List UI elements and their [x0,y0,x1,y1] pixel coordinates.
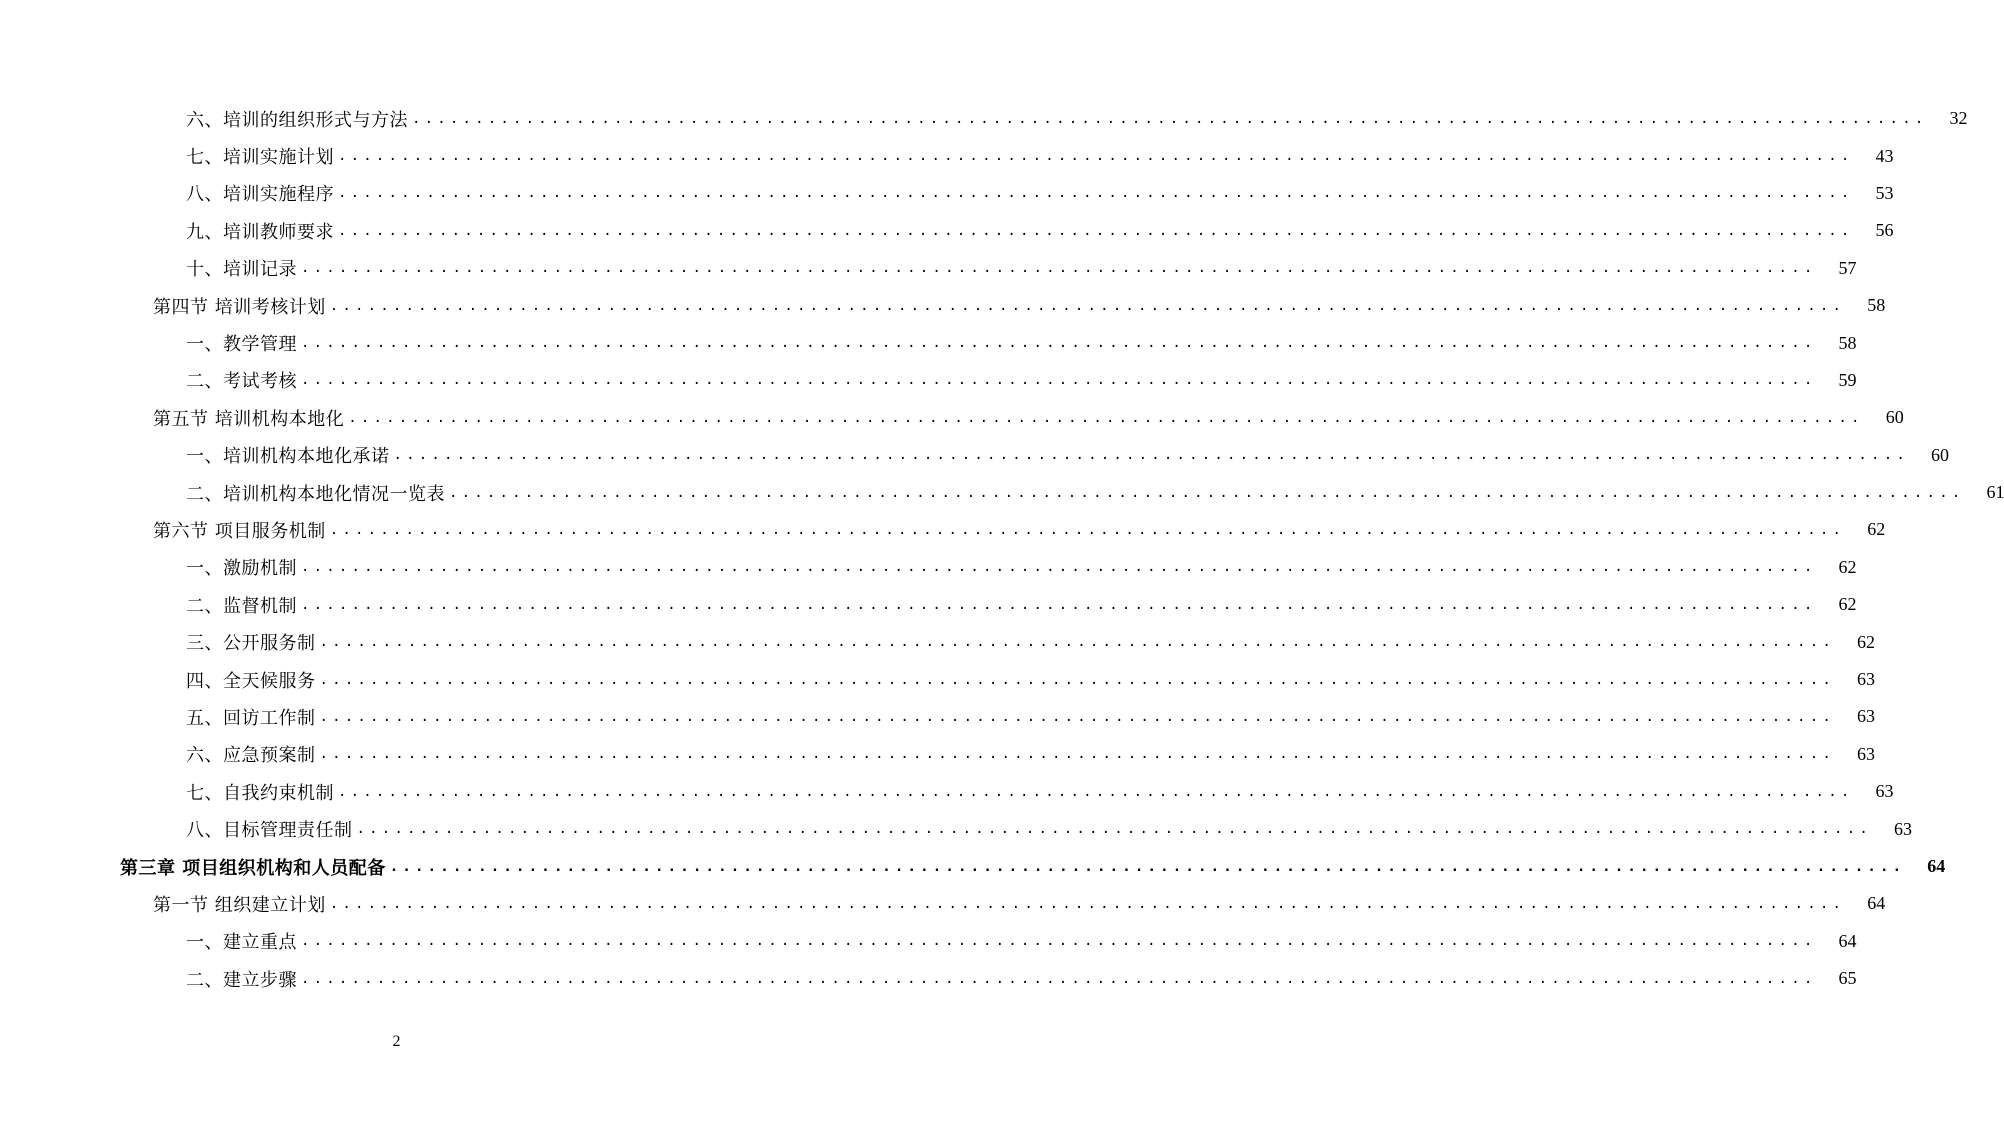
toc-entry-title: 八、培训实施程序 [186,184,334,206]
toc-dot-leader: ........................................................................................................................ [301,596,1817,613]
toc-dot-leader: ........................................................................................................................ [338,783,1854,800]
toc-dot-leader: ........................................................................................................................ [301,933,1817,950]
toc-dot-leader: ........................................................................................................................ [301,559,1817,576]
toc-dot-leader: ........................................................................................................................ [348,409,1864,426]
toc-entry-title: 二、培训机构本地化情况一览表 [186,483,445,505]
toc-entry-title: 四、全天候服务 [186,670,316,692]
toc-entry-page-number: 62 [1838,594,1857,615]
toc-entry-page-number: 61 [1986,482,2004,503]
toc-entry-page-number: 63 [1856,669,1875,690]
toc-entry-leader-group [186,704,1841,730]
toc-entry-title: 八、目标管理责任制 [186,820,353,842]
toc-entry-page-number: 63 [1893,818,1912,839]
toc-entry-item[interactable] [0,100,1968,137]
toc-entry-leader-group [186,255,1822,281]
toc-dot-leader: ........................................................................................................................ [356,821,1872,838]
toc-entry-title: 九、培训教师要求 [186,221,334,243]
toc-entry-leader-group [186,442,1915,468]
toc-entry-item[interactable] [0,324,1857,361]
toc-entry-leader-group [186,480,1970,506]
toc-dot-leader: ........................................................................................................................ [301,372,1817,389]
toc-entry-item[interactable] [0,474,2004,511]
toc-dot-leader: ........................................................................................................................ [329,521,1846,538]
toc-entry-item[interactable] [0,250,1857,287]
toc-entry-page-number: 60 [1885,407,1904,428]
toc-entry-leader-group [186,667,1841,693]
toc-entry-page-number: 59 [1838,369,1857,390]
toc-entry-item[interactable] [0,736,1875,773]
toc-entry-item[interactable] [0,175,1894,212]
toc-entry-leader-group [186,779,1859,805]
toc-entry-item[interactable] [0,960,1857,997]
toc-dot-leader: ........................................................................................................................ [301,260,1817,277]
toc-entry-item[interactable] [0,661,1875,698]
toc-entry-leader-group [186,106,1933,132]
toc-dot-leader: ........................................................................................................................ [319,708,1835,725]
toc-entry-page-number: 63 [1875,781,1894,802]
toc-entry-page-number: 58 [1838,332,1857,353]
toc-entry-title: 一、培训机构本地化承诺 [186,446,390,468]
toc-entry-page-number: 63 [1856,743,1875,764]
toc-entry-page-number: 60 [1930,444,1949,465]
toc-entry-page-number: 64 [1867,893,1886,914]
toc-entry-page-number: 64 [1927,856,1946,876]
toc-entry-page-number: 32 [1949,108,1968,129]
toc-dot-leader: ........................................................................................................................ [329,297,1846,314]
toc-entry-title: 六、培训的组织形式与方法 [186,109,408,131]
toc-entry-page-number: 53 [1875,182,1894,203]
toc-dot-leader: ........................................................................................................................ [319,746,1835,763]
toc-dot-leader: ........................................................................................................................ [329,895,1846,912]
toc-entry-title: 第三章 项目组织机构和人员配备 [120,857,386,879]
toc-dot-leader: ........................................................................................................................ [449,484,1965,501]
toc-entry-title: 三、公开服务制 [186,633,316,655]
toc-entry-item[interactable] [0,137,1894,174]
toc-entry-leader-group [153,517,1851,543]
toc-entry-page-number: 58 [1867,295,1886,316]
toc-entry-item[interactable] [0,698,1875,735]
toc-entry-leader-group [186,816,1878,842]
toc-entry-leader-group [186,966,1822,992]
toc-entry-item[interactable] [0,437,1949,474]
toc-entry-page-number: 64 [1838,930,1857,951]
toc-dot-leader: ........................................................................................................................ [338,148,1854,165]
toc-dot-leader: ........................................................................................................................ [412,110,1928,127]
toc-entry-item[interactable] [0,773,1894,810]
toc-entry-title: 第四节 培训考核计划 [153,296,326,318]
toc-entry-item[interactable] [0,923,1857,960]
toc-entry-title: 二、监督机制 [186,595,297,617]
toc-entry-leader-group [186,143,1859,169]
toc-dot-leader: ........................................................................................................................ [338,222,1854,239]
toc-entry-title: 二、考试考核 [186,371,297,393]
toc-entry-section[interactable] [0,511,1886,548]
toc-entry-title: 七、培训实施计划 [186,147,334,169]
toc-entry-title: 五、回访工作制 [186,707,316,729]
toc-entry-leader-group [120,854,1911,880]
toc-dot-leader: ........................................................................................................................ [301,335,1817,352]
toc-entry-leader-group [153,891,1851,917]
toc-entry-title: 六、应急预案制 [186,745,316,767]
toc-entry-title: 第五节 培训机构本地化 [153,408,345,430]
toc-entry-page-number: 43 [1875,145,1894,166]
toc-entry-title: 一、教学管理 [186,334,297,356]
toc-entry-title: 二、建立步骤 [186,969,297,991]
toc-entry-section[interactable] [0,885,1886,922]
toc-entry-page-number: 62 [1856,631,1875,652]
toc-entry-section[interactable] [0,399,1904,436]
toc-entry-item[interactable] [0,623,1875,660]
toc-entry-item[interactable] [0,810,1912,847]
toc-entry-leader-group [186,629,1841,655]
toc-entry-chapter[interactable] [0,848,1946,885]
toc-entry-section[interactable] [0,287,1886,324]
toc-entry-leader-group [186,367,1822,393]
toc-entry-leader-group [186,741,1841,767]
toc-dot-leader: ........................................................................................................................ [319,634,1835,651]
toc-entry-item[interactable] [0,362,1857,399]
toc-dot-leader: ........................................................................................................................ [319,671,1835,688]
toc-entry-leader-group [153,405,1870,431]
toc-entry-page-number: 56 [1875,220,1894,241]
toc-entry-leader-group [186,554,1822,580]
toc-entry-page-number: 62 [1838,556,1857,577]
toc-entry-leader-group [186,928,1822,954]
toc-entry-item[interactable] [0,549,1857,586]
toc-entry-leader-group [186,218,1859,244]
toc-entry-title: 七、自我约束机制 [186,782,334,804]
toc-dot-leader: ........................................................................................................................ [301,970,1817,987]
table-of-contents [0,100,2004,997]
toc-entry-title: 一、激励机制 [186,558,297,580]
toc-entry-leader-group [186,180,1859,206]
toc-entry-item[interactable] [0,586,1857,623]
page-number-footer: 2 [392,1033,401,1050]
toc-entry-leader-group [186,592,1822,618]
toc-entry-title: 一、建立重点 [186,932,297,954]
toc-entry-page-number: 57 [1838,257,1857,278]
toc-entry-leader-group [153,293,1851,319]
toc-entry-title: 第六节 项目服务机制 [153,520,326,542]
toc-dot-leader: ........................................................................................................................ [338,185,1854,202]
toc-entry-page-number: 65 [1838,968,1857,989]
toc-entry-page-number: 62 [1867,519,1886,540]
toc-entry-leader-group [186,330,1822,356]
toc-entry-title: 十、培训记录 [186,259,297,281]
toc-entry-page-number: 63 [1856,706,1875,727]
toc-dot-leader: ........................................................................................................................ [393,447,1909,464]
toc-entry-item[interactable] [0,212,1894,249]
toc-dot-leader: ........................................................................................................................ [389,858,1906,875]
toc-entry-title: 第一节 组织建立计划 [153,894,326,916]
